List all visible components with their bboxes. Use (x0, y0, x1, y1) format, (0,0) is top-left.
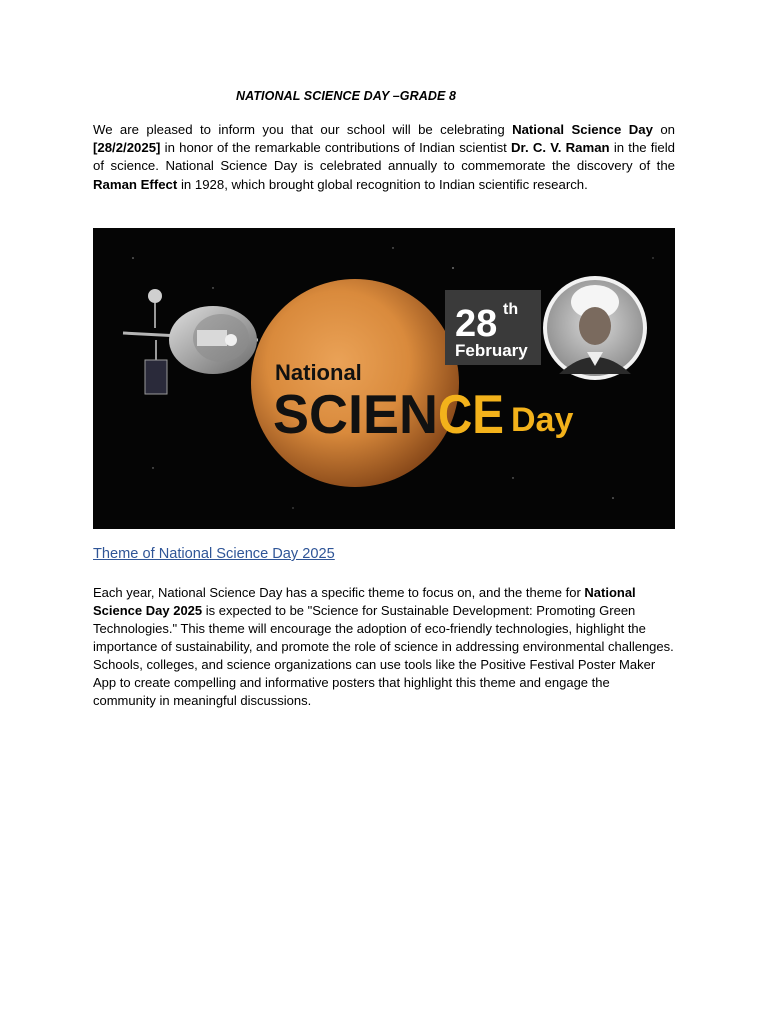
intro-text-3: in honor of the remarkable contributions of Indian scientist (160, 140, 512, 156)
poster-title-line1: National (275, 360, 362, 385)
intro-bold-event: National Science Day (512, 122, 653, 137)
poster-title-day: Day (511, 401, 574, 439)
date-month: February (455, 341, 528, 360)
theme-text-2: is expected to be "Science for Sustainable Development: Promoting Green Technologies." This theme will encourage the adoption of eco-friendly technologies, highlight the importance of sustainability, and promote the role of science in addressing environmental challenges. Schools, colleges, and science organizations can use tools like the Positive Festival Poster Maker App to create compelling and informative posters that highlight this theme and engage the community in meaningful discussions. (93, 603, 674, 708)
poster-title-science-white: SCIEN (273, 383, 438, 445)
intro-bold-effect: Raman Effect (93, 176, 178, 192)
intro-text-2: on (652, 122, 675, 137)
intro-bold-date: [28/2/2025] (93, 140, 161, 156)
date-number: 28 (455, 303, 498, 345)
theme-text-1: Each year, National Science Day has a specific theme to focus on, and the theme for (93, 585, 585, 600)
date-badge (445, 290, 541, 365)
intro-text-4: in the field of science. National Science Day is celebrated annually to commemorate the discovery of the (93, 140, 675, 174)
date-suffix: th (503, 301, 519, 318)
theme-bold-event: National Science Day 2025 (93, 585, 636, 618)
theme-heading: Theme of National Science Day 2025 (93, 546, 335, 562)
cv-raman-portrait (543, 276, 647, 380)
intro-text-5: in 1928, which brought global recognition to Indian scientific research. (177, 176, 588, 192)
intro-text-1: We are pleased to inform you that our school will be celebrating (93, 122, 513, 137)
poster-title-science-yellow: CE (438, 383, 504, 445)
theme-paragraph (93, 584, 675, 710)
intro-paragraph (93, 121, 675, 194)
poster-svg (93, 228, 675, 529)
document-title: NATIONAL SCIENCE DAY –GRADE 8 (236, 89, 457, 103)
intro-bold-scientist: Dr. C. V. Raman (511, 140, 610, 156)
poster-image (93, 228, 675, 529)
